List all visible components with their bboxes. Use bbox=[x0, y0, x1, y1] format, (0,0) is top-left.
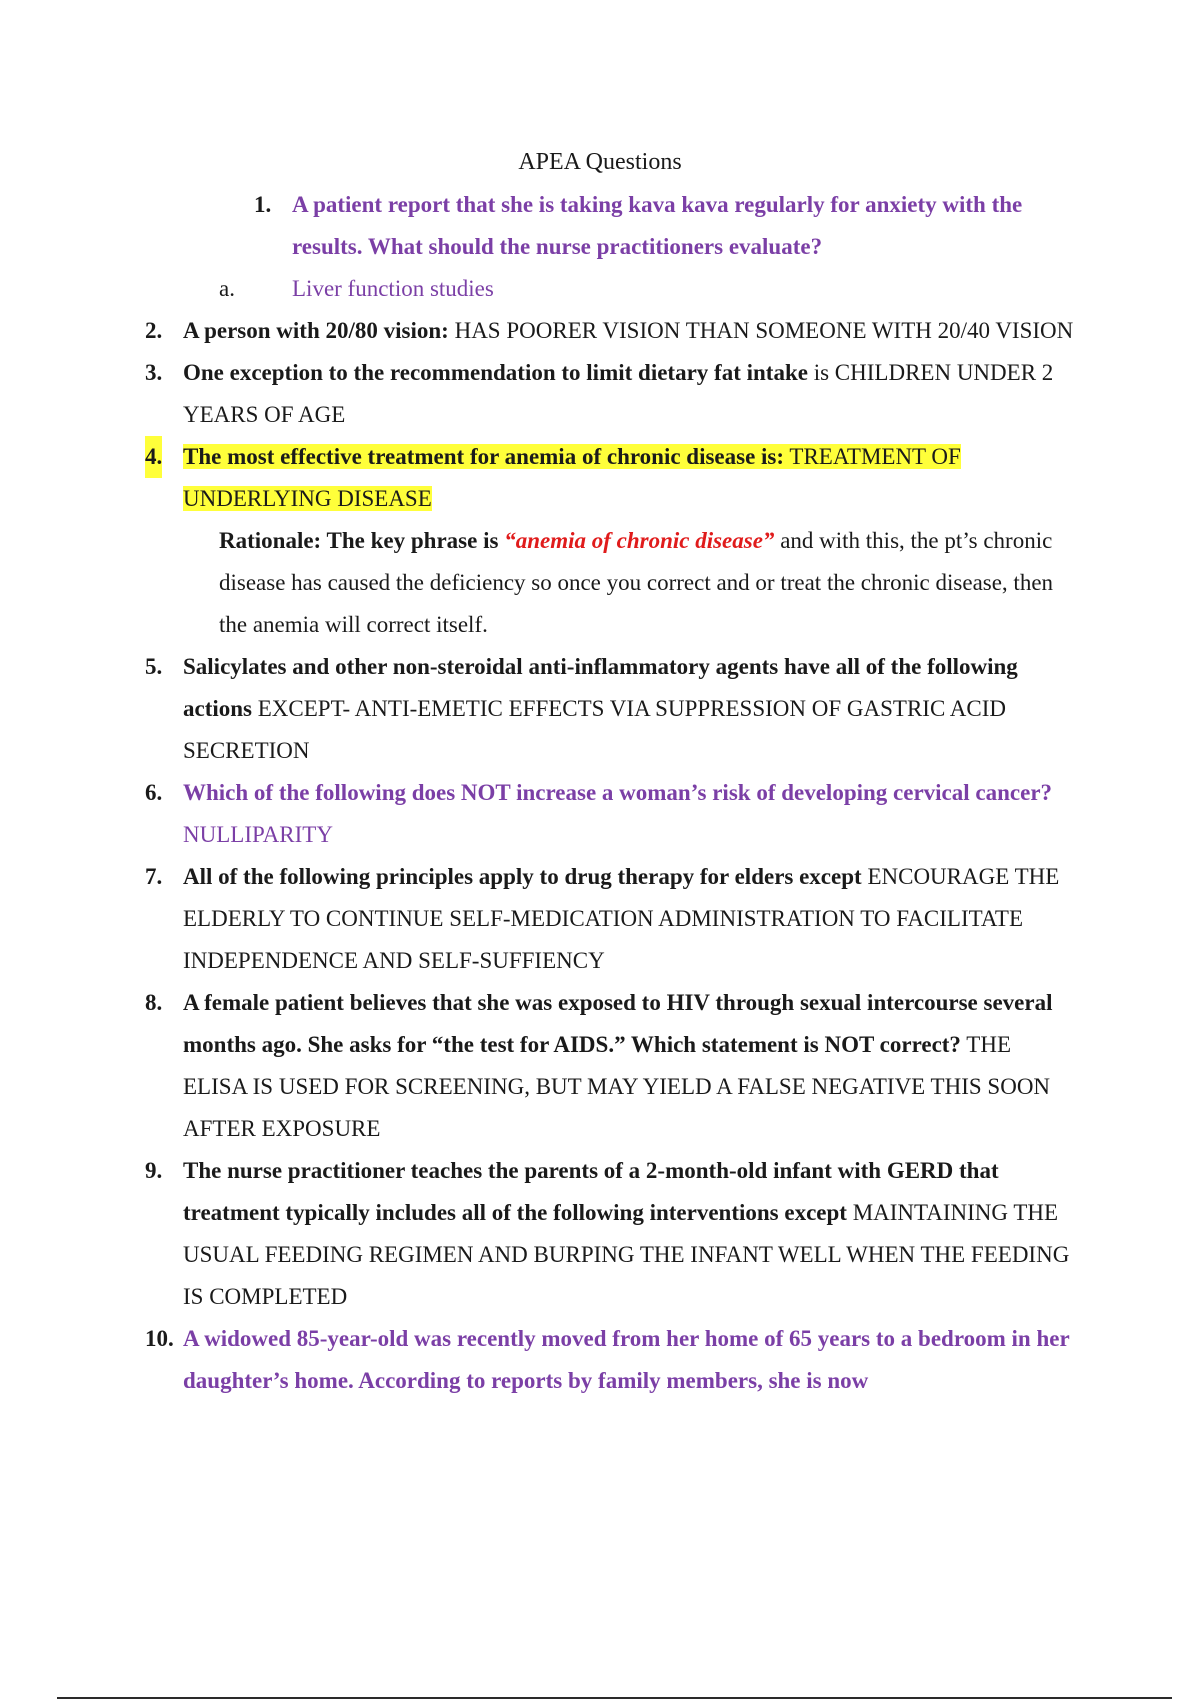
question-number: 4. bbox=[145, 436, 162, 478]
connector-text: is bbox=[813, 360, 830, 385]
rationale-label: Rationale: The key phrase is bbox=[219, 528, 499, 553]
question-number: 10. bbox=[145, 1326, 174, 1351]
answer-text: NULLIPARITY bbox=[183, 822, 333, 847]
document-title: APEA Questions bbox=[518, 149, 682, 175]
question-number: 1. bbox=[254, 192, 272, 217]
question-number: 2. bbox=[145, 318, 163, 343]
option-letter: a. bbox=[219, 276, 235, 301]
question-1 bbox=[0, 184, 1200, 268]
question-6 bbox=[0, 772, 1200, 856]
question-7 bbox=[0, 856, 1200, 982]
question-4-rationale bbox=[0, 520, 1200, 646]
question-4 bbox=[0, 436, 1200, 520]
question-number: 7. bbox=[145, 864, 163, 889]
question-3 bbox=[0, 352, 1200, 436]
question-text: The nurse practitioner teaches the parents of a 2-month-old infant with GERD that treatment typically includes all of the following interventions except bbox=[183, 1158, 999, 1225]
rationale-text: and with this, the pt’s chronic disease has caused the deficiency so once you correct and or treat the chronic disease, then the anemia will correct itself. bbox=[219, 528, 1054, 637]
question-10 bbox=[0, 1318, 1200, 1402]
question-text: A person with 20/80 vision: bbox=[183, 318, 449, 343]
question-text: Which of the following does NOT increase a woman’s risk of developing cervical cancer? bbox=[183, 780, 1053, 805]
question-number: 5. bbox=[145, 654, 163, 679]
question-9 bbox=[0, 1150, 1200, 1318]
question-text: Salicylates and other non-steroidal anti-inflammatory agents have all of the following actions bbox=[183, 654, 1018, 721]
question-text: A patient report that she is taking kava kava regularly for anxiety with the results. What should the nurse practitioners evaluate? bbox=[292, 192, 1023, 259]
answer-text: MAINTAINING THE USUAL FEEDING REGIMEN AND BURPING THE INFANT WELL WHEN THE FEEDING IS COMPLETED bbox=[183, 1200, 1070, 1309]
question-text: A widowed 85-year-old was recently moved from her home of 65 years to a bedroom in her daughter’s home. According to reports by family members, she is now bbox=[183, 1326, 1070, 1393]
question-list bbox=[0, 184, 1200, 1402]
question-text: One exception to the recommendation to limit dietary fat intake bbox=[183, 360, 808, 385]
question-8 bbox=[0, 982, 1200, 1150]
answer-text: EXCEPT- ANTI-EMETIC EFFECTS VIA SUPPRESSION OF GASTRIC ACID SECRETION bbox=[183, 696, 1007, 763]
answer-text: ENCOURAGE THE ELDERLY TO CONTINUE SELF-MEDICATION ADMINISTRATION TO FACILITATE INDEPENDENCE AND SELF-SUFFIENCY bbox=[183, 864, 1060, 973]
question-number: 8. bbox=[145, 990, 163, 1015]
footer-divider bbox=[57, 1697, 1172, 1699]
question-5 bbox=[0, 646, 1200, 772]
answer-text: TREATMENT OF UNDERLYING DISEASE bbox=[183, 444, 961, 511]
question-1-option-a bbox=[0, 268, 1200, 310]
rationale-quote: “anemia of chronic disease” bbox=[504, 528, 775, 553]
question-number: 6. bbox=[145, 780, 163, 805]
answer-text: CHILDREN UNDER 2 YEARS OF AGE bbox=[183, 360, 1054, 427]
question-number: 9. bbox=[145, 1158, 163, 1183]
question-number: 3. bbox=[145, 360, 163, 385]
option-text: Liver function studies bbox=[292, 276, 494, 301]
answer-text: THE ELISA IS USED FOR SCREENING, BUT MAY YIELD A FALSE NEGATIVE THIS SOON AFTER EXPOSURE bbox=[183, 1032, 1051, 1141]
question-2 bbox=[0, 310, 1200, 352]
answer-text: HAS POORER VISION THAN SOMEONE WITH 20/40 VISION bbox=[454, 318, 1074, 343]
question-text: A female patient believes that she was exposed to HIV through sexual intercourse several months ago. She asks for “the test for AIDS.” Which statement is NOT correct? bbox=[183, 990, 1053, 1057]
question-text: All of the following principles apply to drug therapy for elders except bbox=[183, 864, 862, 889]
question-text: The most effective treatment for anemia of chronic disease is: bbox=[183, 444, 785, 469]
